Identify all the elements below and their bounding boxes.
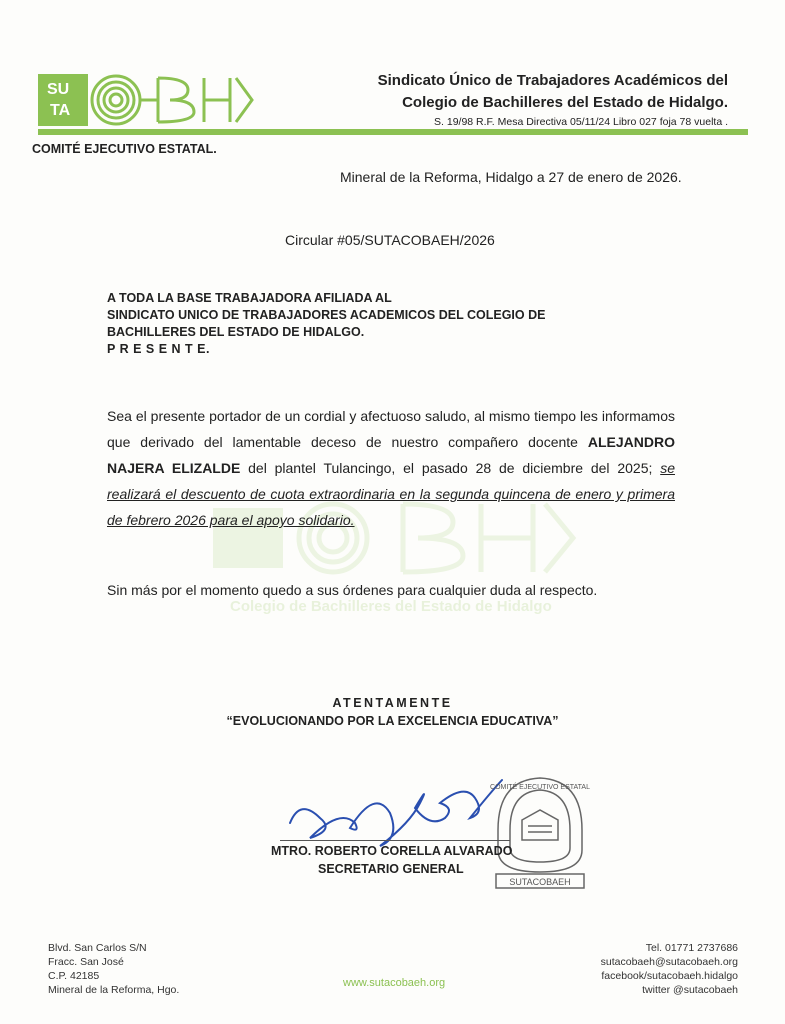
footer-twitter-link[interactable]: twitter @sutacobaeh bbox=[642, 984, 738, 996]
logo-text-line2: TA bbox=[50, 102, 71, 119]
deceased-name: ALEJANDRO NAJERA ELIZALDE bbox=[107, 434, 675, 476]
atentamente-label: ATENTAMENTE bbox=[332, 696, 453, 710]
addressee-line: BACHILLERES DEL ESTADO DE HIDALGO. bbox=[107, 325, 365, 339]
letter-date: Mineral de la Reforma, Hidalgo a 27 de enero de 2026. bbox=[340, 169, 682, 185]
committee-label: COMITÉ EJECUTIVO ESTATAL. bbox=[32, 142, 217, 156]
watermark-text: Colegio de Bachilleres del Estado de Hidalgo bbox=[230, 598, 552, 615]
body-text-part2: del plantel Tulancingo, el pasado 28 de diciembre del 2025; bbox=[240, 460, 661, 476]
circular-number: Circular #05/SUTACOBAEH/2026 bbox=[285, 232, 495, 248]
signer-title: SECRETARIO GENERAL bbox=[318, 862, 464, 876]
addressee-line: A TODA LA BASE TRABAJADORA AFILIADA AL bbox=[107, 291, 392, 305]
organization-name-line1: Sindicato Único de Trabajadores Académicos del bbox=[377, 72, 728, 89]
stamp-bottom-text: SUTACOBAEH bbox=[509, 877, 571, 887]
footer-address-line: Mineral de la Reforma, Hgo. bbox=[48, 984, 180, 996]
organization-name bbox=[378, 70, 728, 114]
addressee-block bbox=[107, 290, 545, 358]
closing-line: Sin más por el momento quedo a sus órdenes para cualquier duda al respecto. bbox=[107, 582, 598, 598]
logo-text-line1: SU bbox=[47, 81, 70, 98]
footer-address bbox=[48, 941, 179, 997]
registration-line: S. 19/98 R.F. Mesa Directiva 05/11/24 Libro 027 foja 78 vuelta . bbox=[434, 116, 728, 128]
body-paragraph bbox=[107, 403, 675, 533]
footer-address-line: Blvd. San Carlos S/N bbox=[48, 942, 147, 954]
body-text-part1: Sea el presente portador de un cordial y afectuoso saludo, al mismo tiempo les informamos que derivado del lamentable deceso de nuestro compañero docente bbox=[107, 408, 675, 450]
official-stamp bbox=[490, 770, 590, 890]
footer-website-link[interactable]: www.sutacobaeh.org bbox=[343, 977, 446, 989]
footer-phone: Tel. 01771 2737686 bbox=[645, 942, 738, 954]
addressee-line: P R E S E N T E. bbox=[107, 342, 210, 356]
footer-address-line: Fracc. San José bbox=[48, 956, 124, 968]
footer-address-line: C.P. 42185 bbox=[48, 970, 100, 982]
signature-line bbox=[280, 840, 510, 841]
motto: “EVOLUCIONANDO POR LA EXCELENCIA EDUCATIVA” bbox=[226, 714, 559, 728]
signer-name: MTRO. ROBERTO CORELLA ALVARADO bbox=[271, 844, 513, 858]
addressee-line: SINDICATO UNICO DE TRABAJADORES ACADEMICOS DEL COLEGIO DE bbox=[107, 308, 546, 322]
header-divider bbox=[38, 129, 748, 135]
footer-contact bbox=[601, 941, 738, 997]
suta-logo-box bbox=[38, 74, 88, 126]
body-emphasis: se realizará el descuento de cuota extraordinaria en la segunda quincena de enero y primera de febrero 2026 para el apoyo solidario. bbox=[107, 460, 675, 528]
cobaeh-logo-mark bbox=[88, 70, 258, 130]
organization-name-line2: Colegio de Bachilleres del Estado de Hidalgo. bbox=[402, 94, 728, 111]
footer-facebook-link[interactable]: facebook/sutacobaeh.hidalgo bbox=[601, 970, 738, 982]
footer-email-link[interactable]: sutacobaeh@sutacobaeh.org bbox=[600, 956, 738, 968]
stamp-outer-text: COMITÉ EJECUTIVO ESTATAL bbox=[490, 784, 590, 791]
